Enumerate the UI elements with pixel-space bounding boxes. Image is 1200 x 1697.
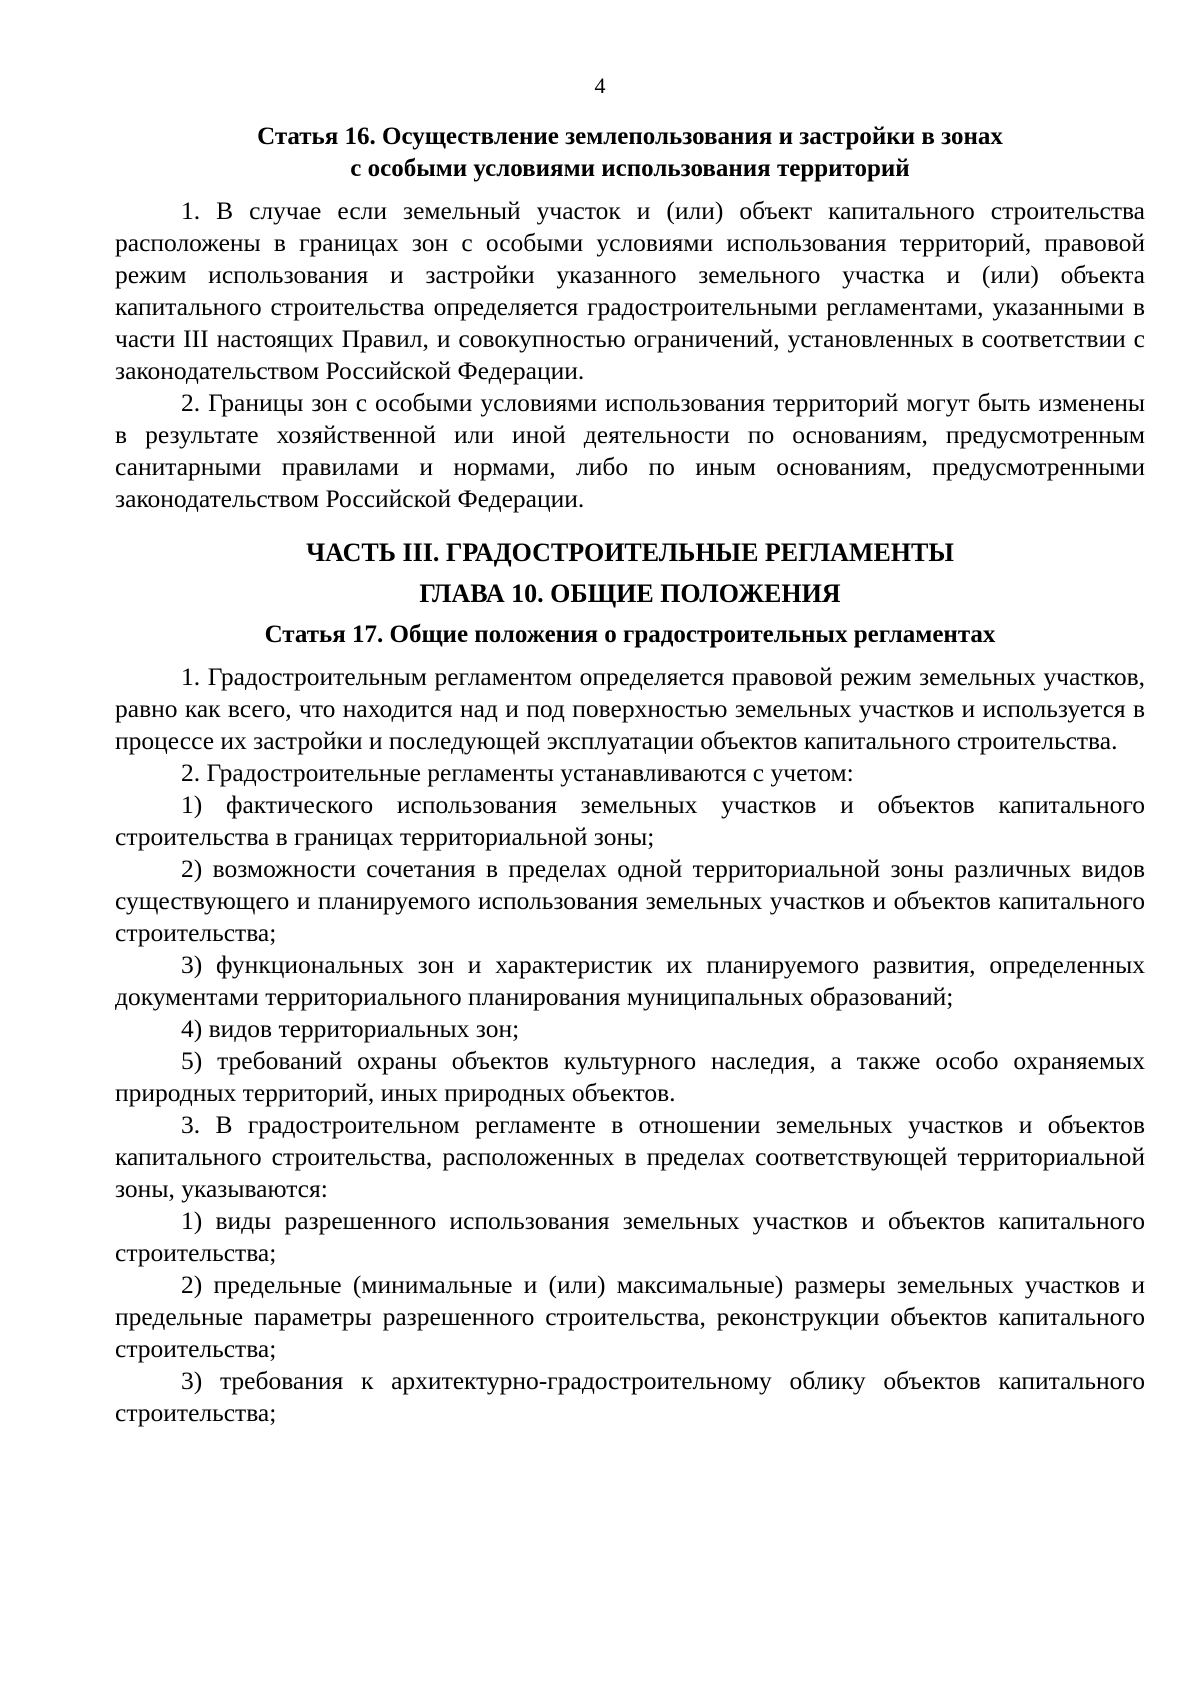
article-17-paragraph-3: 3. В градостроительном регламенте в отношении земельных участков и объектов капитального строительства, расположенных в пределах соответствующей территориальной зоны, указываются: xyxy=(115,1110,1145,1203)
article-17-item-2-4: 4) видов территориальных зон; xyxy=(181,1014,520,1043)
article-17-paragraph-1: 1. Градостроительным регламентом определяется правовой режим земельных участков, равно как всего, что находится над и под поверхностью земельных участков и используется в процессе их застройки и последующей эксплуатации объектов капитального строительства. xyxy=(115,662,1145,755)
article-17-paragraph-2: 2. Градостроительные регламенты устанавливаются с учетом: xyxy=(181,758,854,787)
article-17-item-3-2: 2) предельные (минимальные и (или) максимальные) размеры земельных участков и предельные параметры разрешенного строительства, реконструкции объектов капитального строительства; xyxy=(115,1270,1145,1363)
article-17-item-2-2: 2) возможности сочетания в пределах одной территориальной зоны различных видов существующего и планируемого использования земельных участков и объектов капитального строительства; xyxy=(115,854,1145,947)
part-3-heading: ЧАСТЬ III. ГРАДОСТРОИТЕЛЬНЫЕ РЕГЛАМЕНТЫ xyxy=(306,538,954,567)
page-number: 4 xyxy=(594,73,606,98)
article-17-item-3-3: 3) требования к архитектурно-градостроительному облику объектов капитального строительства; xyxy=(115,1366,1145,1427)
article-17-heading: Статья 17. Общие положения о градостроительных регламентах xyxy=(264,621,996,648)
article-16-heading xyxy=(115,121,1145,185)
article-17-item-2-5: 5) требований охраны объектов культурного наследия, а также особо охраняемых природных территорий, иных природных объектов. xyxy=(115,1046,1145,1107)
article-17-item-2-3: 3) функциональных зон и характеристик их планируемого развития, определенных документами территориального планирования муниципальных образований; xyxy=(115,950,1145,1011)
article-17-item-2-1: 1) фактического использования земельных участков и объектов капитального строительства в границах территориальной зоны; xyxy=(115,790,1145,851)
document-content xyxy=(115,121,1145,1429)
article-16-paragraph-1: 1. В случае если земельный участок и (или) объект капитального строительства расположены в границах зон с особыми условиями использования территорий, правовой режим использования и застройки указанного земельного участка и (или) объекта капитального строительства определяется градостроительными регламентами, указанными в части III настоящих Правил, и совокупностью ограничений, установленных в соответствии с законодательством Российской Федерации. xyxy=(115,196,1145,385)
article-16-title-line-1: Статья 16. Осуществление землепользования и застройки в зонах xyxy=(257,123,1003,150)
chapter-10-heading: ГЛАВА 10. ОБЩИЕ ПОЛОЖЕНИЯ xyxy=(419,579,841,608)
article-17-item-3-1: 1) виды разрешенного использования земельных участков и объектов капитального строительства; xyxy=(115,1206,1145,1267)
article-16-title-line-2: с особыми условиями использования территорий xyxy=(350,155,910,182)
article-16-paragraph-2: 2. Границы зон с особыми условиями использования территорий могут быть изменены в результате хозяйственной или иной деятельности по основаниям, предусмотренным санитарными правилами и нормами, либо по иным основаниям, предусмотренными законодательством Российской Федерации. xyxy=(115,388,1145,513)
